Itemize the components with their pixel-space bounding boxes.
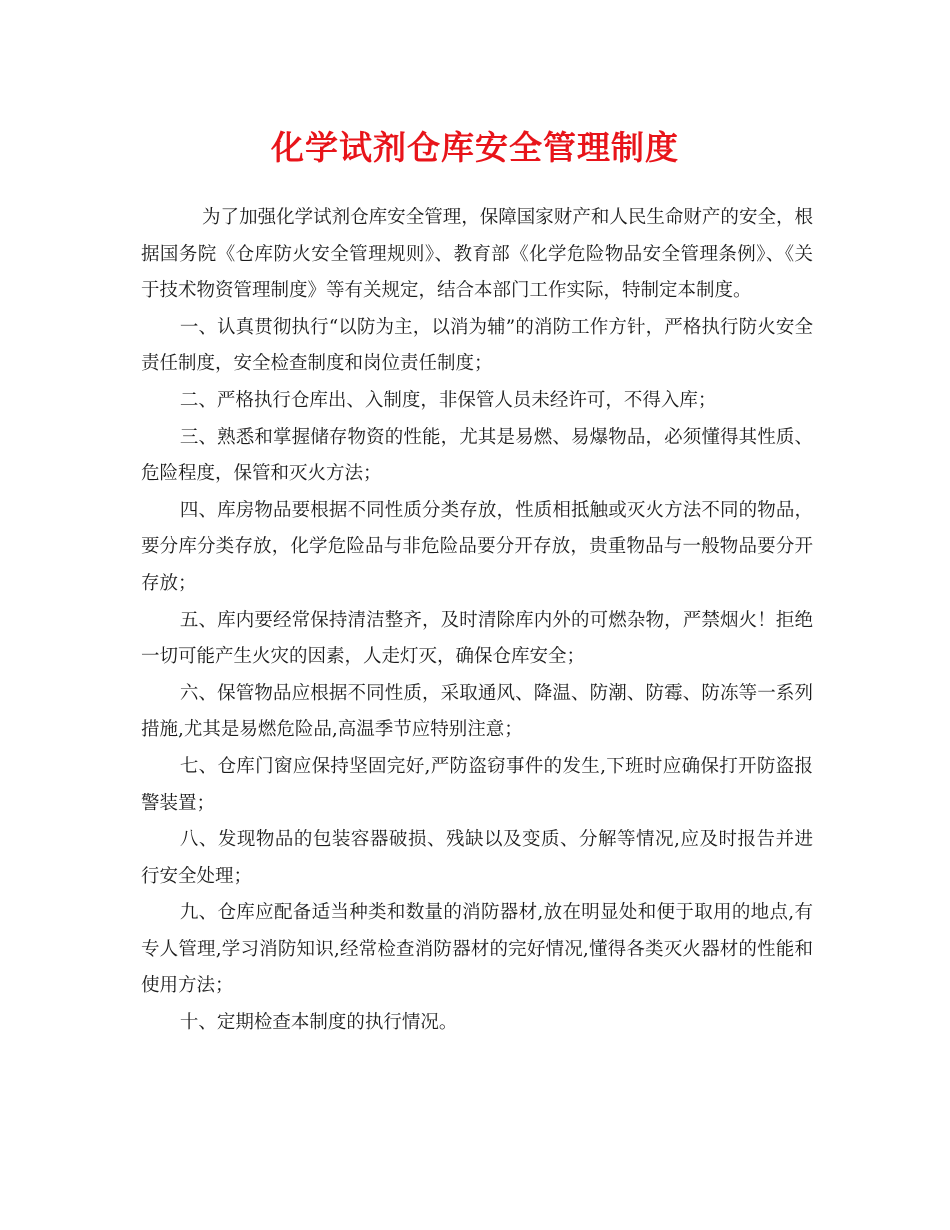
rule-paragraph-8: 八、发现物品的包装容器破损、残缺以及变质、分解等情况,应及时报告并进行安全处理； bbox=[141, 829, 813, 887]
rule-paragraph-2: 二、严格执行仓库出、入制度，非保管人员未经许可，不得入库； bbox=[179, 389, 717, 411]
rule-paragraph-4: 四、库房物品要根据不同性质分类存放，性质相抵触或灭火方法不同的物品，要分库分类存放，化学危险品与非危险品要分开存放，贵重物品与一般物品要分开存放； bbox=[141, 499, 813, 594]
document-body bbox=[141, 200, 813, 1042]
rule-paragraph-1: 一、认真贯彻执行“以防为主，以消为辅”的消防工作方针，严格执行防火安全责任制度，安全检查制度和岗位责任制度； bbox=[141, 316, 813, 375]
rule-paragraph-10: 十、定期检查本制度的执行情况。 bbox=[179, 1012, 458, 1034]
rule-paragraph-6: 六、保管物品应根据不同性质，采取通风、降温、防潮、防霉、防冻等一系列措施,尤其是易燃危险品,高温季节应特别注意； bbox=[141, 682, 813, 741]
rule-paragraph-3: 三、熟悉和掌握储存物资的性能，尤其是易燃、易爆物品，必须懂得其性质、危险程度，保管和灭火方法； bbox=[141, 426, 813, 485]
rule-paragraph-7: 七、仓库门窗应保持坚固完好,严防盗窃事件的发生,下班时应确保打开防盗报警装置； bbox=[141, 755, 813, 814]
rule-paragraph-5: 五、库内要经常保持清洁整齐，及时清除库内外的可燃杂物，严禁烟火！拒绝一切可能产生火灾的因素，人走灯灭，确保仓库安全； bbox=[141, 609, 813, 668]
rule-paragraph-9: 九、仓库应配备适当种类和数量的消防器材,放在明显处和便于取用的地点,有专人管理,学习消防知识,经常检查消防器材的完好情况,懂得各类灭火器材的性能和使用方法； bbox=[141, 902, 813, 997]
document-title: 化学试剂仓库安全管理制度 bbox=[271, 128, 679, 167]
intro-paragraph: 为了加强化学试剂仓库安全管理，保障国家财产和人民生命财产的安全，根据国务院《仓库防火安全管理规则》、教育部《化学危险物品安全管理条例》、《关于技术物资管理制度》等有关规定，结合本部门工作实际，特制定本制度。 bbox=[141, 207, 813, 302]
